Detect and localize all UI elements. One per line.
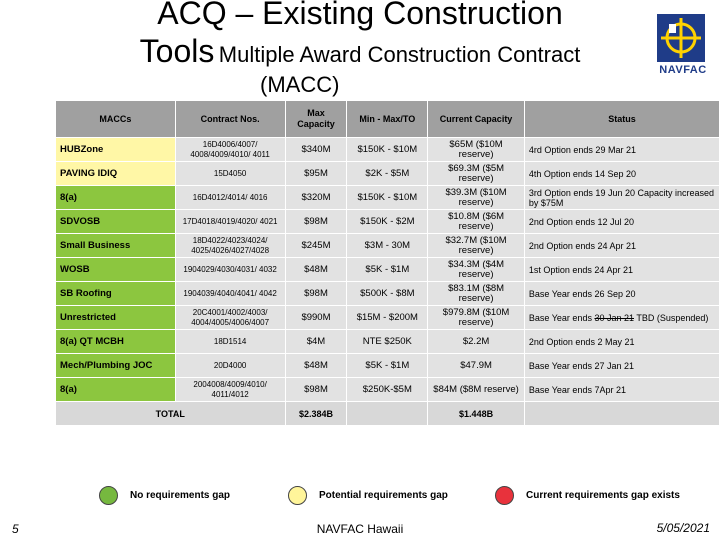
table-row [56, 330, 720, 354]
macc-name-cell: HUBZone [56, 138, 176, 162]
contract-no-cell: 2004008/4009/4010/ 4011/4012 [175, 378, 285, 402]
status-cell [524, 186, 719, 210]
current-capacity-cell: $2.2M [428, 330, 525, 354]
contract-no-cell: 16D4012/4014/ 4016 [175, 186, 285, 210]
logo-text: NAVFAC [659, 64, 707, 76]
column-header: Max Capacity [285, 101, 347, 138]
column-header: Status [524, 101, 719, 138]
current-capacity-cell: $10.8M ($6M reserve) [428, 210, 525, 234]
status-text-after: TBD (Suspended) [634, 312, 709, 323]
table-header-row [56, 101, 720, 138]
footer-org: NAVFAC Hawaii [316, 522, 404, 536]
legend-item-potential-gap [288, 485, 448, 505]
title-line-2-small: Multiple Award Construction Contract [218, 42, 581, 67]
min-max-cell: $5K - $1M [347, 258, 428, 282]
macc-name-cell: Mech/Plumbing JOC [56, 354, 176, 378]
macc-name-cell: SDVOSB [56, 210, 176, 234]
min-max-cell: $5K - $1M [347, 354, 428, 378]
max-capacity-cell: $95M [285, 162, 347, 186]
table-row [56, 378, 720, 402]
legend-label: No requirements gap [130, 489, 231, 501]
contract-no-cell: 1904029/4030/4031/ 4032 [175, 258, 285, 282]
contract-no-cell: 20C4001/4002/4003/ 4004/4005/4006/4007 [175, 306, 285, 330]
contract-no-cell: 20D4000 [175, 354, 285, 378]
red-dot-icon [495, 486, 514, 505]
table-row [56, 234, 720, 258]
current-capacity-cell: $979.8M ($10M reserve) [428, 306, 525, 330]
status-text: Base Year ends 27 Jan 21 [528, 360, 634, 371]
green-dot-icon [99, 486, 118, 505]
legend-item-current-gap [495, 485, 680, 505]
total-current-capacity: $1.448B [428, 402, 525, 426]
current-capacity-cell: $32.7M ($10M reserve) [428, 234, 525, 258]
current-capacity-cell: $65M ($10M reserve) [428, 138, 525, 162]
slide-title [60, 0, 660, 77]
table-row [56, 306, 720, 330]
total-empty-cell [524, 402, 719, 426]
max-capacity-cell: $320M [285, 186, 347, 210]
min-max-cell: $250K-$5M [347, 378, 428, 402]
status-cell [524, 330, 719, 354]
total-label: TOTAL [56, 402, 286, 426]
status-cell [524, 162, 719, 186]
contract-no-cell: 16D4006/4007/ 4008/4009/4010/ 4011 [175, 138, 285, 162]
max-capacity-cell: $245M [285, 234, 347, 258]
status-cell [524, 138, 719, 162]
status-cell [524, 210, 719, 234]
contract-no-cell: 18D4022/4023/4024/ 4025/4026/4027/4028 [175, 234, 285, 258]
macc-name-cell: SB Roofing [56, 282, 176, 306]
status-cell [524, 354, 719, 378]
macc-table [55, 100, 720, 426]
table-row [56, 354, 720, 378]
contract-no-cell: 17D4018/4019/4020/ 4021 [175, 210, 285, 234]
macc-name-cell: Small Business [56, 234, 176, 258]
total-row [56, 402, 720, 426]
status-strikethrough: 30 Jan 21 [594, 312, 634, 323]
max-capacity-cell: $990M [285, 306, 347, 330]
max-capacity-cell: $340M [285, 138, 347, 162]
status-text: Base Year ends [528, 312, 595, 323]
table-row [56, 258, 720, 282]
status-text: 3rd Option ends 19 Jun 20 Capacity increased by $75M [528, 187, 715, 208]
total-empty-cell [347, 402, 428, 426]
min-max-cell: $2K - $5M [347, 162, 428, 186]
max-capacity-cell: $4M [285, 330, 347, 354]
status-text: Base Year ends 7Apr 21 [528, 384, 626, 395]
min-max-cell: $150K - $10M [347, 138, 428, 162]
contract-no-cell: 15D4050 [175, 162, 285, 186]
macc-name-cell: 8(a) QT MCBH [56, 330, 176, 354]
current-capacity-cell: $69.3M ($5M reserve) [428, 162, 525, 186]
status-text: 4th Option ends 14 Sep 20 [528, 168, 636, 179]
macc-name-cell: Unrestricted [56, 306, 176, 330]
min-max-cell: $15M - $200M [347, 306, 428, 330]
status-text: 2nd Option ends 12 Jul 20 [528, 216, 634, 227]
legend-label: Current requirements gap exists [526, 489, 680, 501]
status-text: Base Year ends 26 Sep 20 [528, 288, 636, 299]
status-text: 1st Option ends 24 Apr 21 [528, 264, 633, 275]
column-header: MACCs [56, 101, 176, 138]
contract-no-cell: 1904039/4040/4041/ 4042 [175, 282, 285, 306]
macc-name-cell: 8(a) [56, 378, 176, 402]
min-max-cell: $150K - $10M [347, 186, 428, 210]
column-header: Current Capacity [428, 101, 525, 138]
max-capacity-cell: $98M [285, 282, 347, 306]
column-header: Min - Max/TO [347, 101, 428, 138]
max-capacity-cell: $98M [285, 210, 347, 234]
title-line-2-big: Tools [139, 33, 215, 69]
total-max-capacity: $2.384B [285, 402, 347, 426]
yellow-dot-icon [288, 486, 307, 505]
status-text: 2nd Option ends 2 May 21 [528, 336, 635, 347]
current-capacity-cell: $84M ($8M reserve) [428, 378, 525, 402]
status-cell [524, 306, 719, 330]
current-capacity-cell: $34.3M ($4M reserve) [428, 258, 525, 282]
status-cell [524, 258, 719, 282]
status-cell [524, 234, 719, 258]
status-cell [524, 378, 719, 402]
min-max-cell: $500K - $8M [347, 282, 428, 306]
table-row [56, 186, 720, 210]
macc-name-cell: PAVING IDIQ [56, 162, 176, 186]
macc-name-cell: WOSB [56, 258, 176, 282]
title-line-1: ACQ – Existing Construction [157, 0, 563, 31]
table-row [56, 210, 720, 234]
macc-name-cell: 8(a) [56, 186, 176, 210]
current-capacity-cell: $47.9M [428, 354, 525, 378]
max-capacity-cell: $98M [285, 378, 347, 402]
min-max-cell: $3M - 30M [347, 234, 428, 258]
min-max-cell: NTE $250K [347, 330, 428, 354]
current-capacity-cell: $39.3M ($10M reserve) [428, 186, 525, 210]
min-max-cell: $150K - $2M [347, 210, 428, 234]
status-cell [524, 282, 719, 306]
status-text: 2nd Option ends 24 Apr 21 [528, 240, 636, 251]
legend-item-no-gap [99, 485, 230, 505]
table-row [56, 282, 720, 306]
max-capacity-cell: $48M [285, 354, 347, 378]
current-capacity-cell: $83.1M ($8M reserve) [428, 282, 525, 306]
table-row [56, 162, 720, 186]
title-line-3: (MACC) [260, 72, 340, 97]
footer-date: 5/05/2021 [656, 521, 710, 535]
page-number: 5 [12, 522, 19, 536]
status-text: 4rd Option ends 29 Mar 21 [528, 144, 636, 155]
max-capacity-cell: $48M [285, 258, 347, 282]
contract-no-cell: 18D1514 [175, 330, 285, 354]
legend-label: Potential requirements gap [319, 489, 448, 501]
column-header: Contract Nos. [175, 101, 285, 138]
table-row [56, 138, 720, 162]
